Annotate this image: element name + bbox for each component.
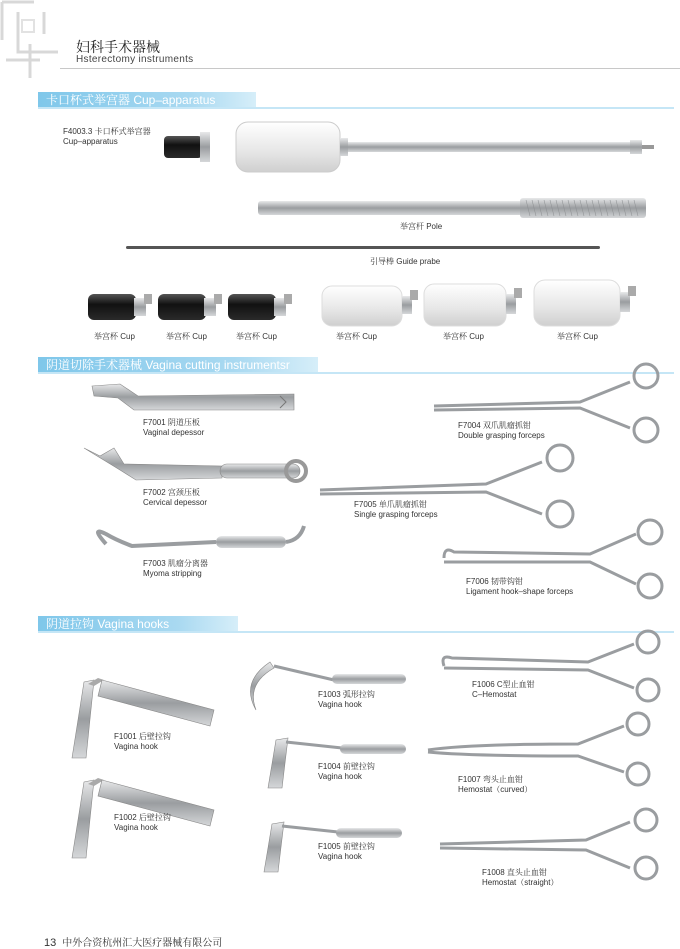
f7003-image <box>86 524 308 556</box>
caption-f1002-code: F1002 后壁拉钩 <box>114 813 171 822</box>
caption-f1006-code: F1006 C型止血钳 <box>472 680 535 689</box>
caption-f7002-code: F7002 宫颈压板 <box>143 488 200 497</box>
caption-f7003-code: F7003 肌瘤分离器 <box>143 559 208 568</box>
caption-f1004-name: Vagina hook <box>318 772 362 781</box>
caption-f4003-code: F4003.3 卡口杯式举宫器 <box>63 127 151 136</box>
caption-cup-4: 举宫杯 Cup <box>336 332 377 341</box>
caption-f1001-name: Vagina hook <box>114 742 158 751</box>
black-cup-3 <box>228 290 298 324</box>
caption-f7001-code: F7001 阴道压板 <box>143 418 200 427</box>
white-cup-2 <box>424 282 526 328</box>
caption-f7006-name: Ligament hook–shape forceps <box>466 587 574 596</box>
caption-cup-6: 举宫杯 Cup <box>557 332 598 341</box>
page-number: 13 <box>44 937 57 949</box>
caption-f1005-name: Vagina hook <box>318 852 362 861</box>
section-banner-hooks: 阴道拉钩 Vagina hooks <box>38 616 238 633</box>
caption-f1003-name: Vagina hook <box>318 700 362 709</box>
page-subtitle: Hsterectomy instruments <box>76 54 194 65</box>
caption-f7006-code: F7006 韧带钩钳 <box>466 577 523 586</box>
page-title: 妇科手术器械 <box>76 39 160 55</box>
white-cup-1 <box>322 284 422 328</box>
caption-cup-3: 举宫杯 Cup <box>236 332 277 341</box>
caption-f1001-code: F1001 后壁拉钩 <box>114 732 171 741</box>
caption-f1008-name: Hemostat（straight） <box>482 878 559 887</box>
caption-f7001-name: Vaginal depessor <box>143 428 205 437</box>
caption-f7004-code: F7004 双爪肌瘤抓钳 <box>458 421 531 430</box>
caption-f7005-name: Single grasping forceps <box>354 510 438 519</box>
caption-cup-1: 举宫杯 Cup <box>94 332 135 341</box>
f7002-image <box>80 440 304 484</box>
caption-f1007-name: Hemostat（curved） <box>458 785 533 794</box>
f7001-image <box>90 380 300 414</box>
caption-f7002-name: Cervical depessor <box>143 498 208 507</box>
caption-f7004-name: Double grasping forceps <box>458 431 545 440</box>
caption-cup-2: 举宫杯 Cup <box>166 332 207 341</box>
caption-f1005-code: F1005 前壁拉钩 <box>318 842 375 851</box>
black-cup-2 <box>158 290 228 324</box>
white-cup-3 <box>534 278 644 328</box>
caption-f7005-code: F7005 单爪肌瘤抓钳 <box>354 500 427 509</box>
caption-f1008-code: F1008 直头止血钳 <box>482 868 547 877</box>
footer <box>44 934 222 949</box>
caption-f1004-code: F1004 前壁拉钩 <box>318 762 375 771</box>
caption-f4003-name: Cup–apparatus <box>63 137 118 146</box>
caption-f1003-code: F1003 弧形拉钩 <box>318 690 375 699</box>
section-rule-cup <box>38 107 674 109</box>
caption-f1006-name: C–Hemostat <box>472 690 517 699</box>
header-rule <box>60 68 680 69</box>
caption-guide: 引导棒 Guide prabe <box>370 257 441 266</box>
caption-f7003-name: Myoma stripping <box>143 569 202 578</box>
section-banner-cutting: 阴道切除手术器械 Vagina cutting instrumentsr <box>38 357 318 374</box>
caption-f1007-code: F1007 弯头止血钳 <box>458 775 523 784</box>
cup-apparatus-image <box>160 118 660 178</box>
caption-pole: 举宫杆 Pole <box>400 222 443 231</box>
pole-image <box>258 198 650 220</box>
caption-f1002-name: Vagina hook <box>114 823 158 832</box>
guide-probe-image <box>126 244 602 252</box>
caption-cup-5: 举宫杯 Cup <box>443 332 484 341</box>
black-cup-1 <box>88 290 158 324</box>
f1008-image <box>436 806 668 882</box>
section-banner-cup: 卡口杯式举宫器 Cup–apparatus <box>38 92 256 109</box>
company-name: 中外合资杭州汇大医疗器械有限公司 <box>62 938 223 949</box>
